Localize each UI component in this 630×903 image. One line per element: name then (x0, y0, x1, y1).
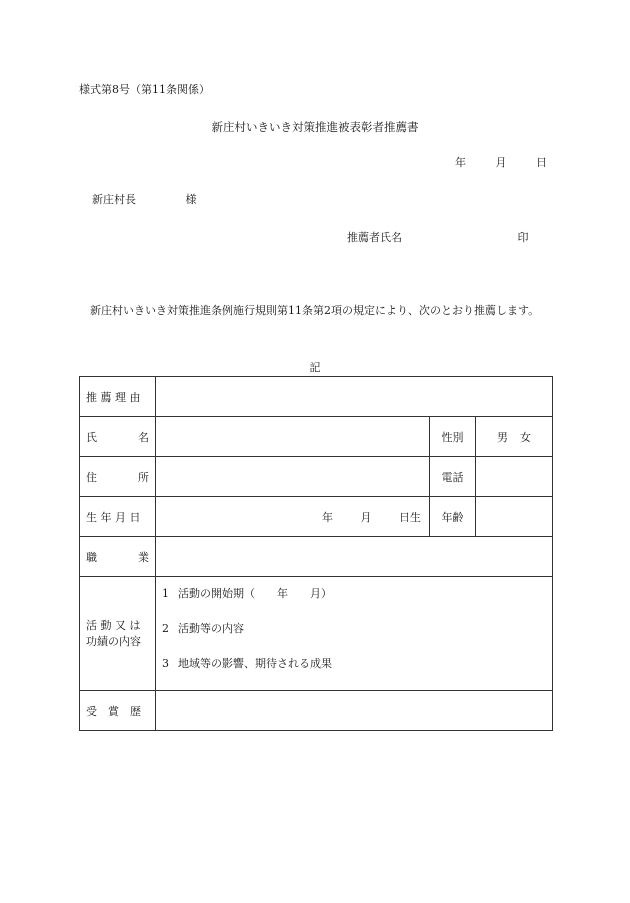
recommender-line (347, 232, 529, 243)
reason-field[interactable] (156, 377, 553, 417)
name-label-2: 名 (138, 430, 149, 444)
reason-label: 推 薦 理 由 (86, 390, 141, 404)
recommender-label: 推薦者氏名 (347, 231, 402, 244)
reason-label-cell (80, 377, 156, 417)
phone-field[interactable] (476, 457, 553, 497)
name-label-cell (80, 417, 156, 457)
activities-label-line1: 活 動 又 は (86, 618, 141, 632)
birth-day-label: 日生 (399, 510, 421, 524)
date-line (455, 157, 547, 168)
table-row-name (80, 417, 553, 457)
age-label: 年齢 (430, 497, 476, 537)
addressee (92, 194, 197, 205)
address-field[interactable] (156, 457, 430, 497)
body-text: 新庄村いきいき対策推進条例施行規則第11条第2項の規定により、次のとおり推薦します。 (90, 304, 540, 317)
female-option[interactable]: 女 (520, 430, 531, 444)
activities-label-cell (80, 577, 156, 691)
name-label-1: 氏 (86, 430, 97, 444)
table-row-activities (80, 577, 553, 691)
seal-mark: 印 (517, 231, 529, 244)
form-number: 様式第8号（第11条関係） (79, 83, 210, 96)
awards-label: 受 賞 歴 (86, 704, 141, 718)
table-row-awards (80, 691, 553, 731)
occupation-label-1: 職 (86, 550, 97, 564)
male-option[interactable]: 男 (497, 430, 508, 444)
awards-field[interactable] (156, 691, 553, 731)
date-day-label: 日 (536, 156, 547, 169)
activity-item: 1 活動の開始期（ 年 月） (162, 587, 332, 600)
phone-label: 電話 (430, 457, 476, 497)
date-month-label: 月 (495, 156, 507, 169)
activity-item: 3 地域等の影響、期待される成果 (162, 657, 332, 670)
age-field[interactable] (476, 497, 553, 537)
occupation-label-2: 業 (138, 550, 149, 564)
birth-label: 生 年 月 日 (86, 510, 141, 524)
occupation-field[interactable] (156, 537, 553, 577)
ki-heading: 記 (309, 361, 321, 374)
activities-field[interactable] (156, 577, 553, 691)
address-label-2: 所 (138, 470, 149, 484)
recommendation-table (79, 376, 553, 731)
document-title: 新庄村いきいき対策推進被表彰者推薦書 (211, 120, 419, 134)
table-row-address (80, 457, 553, 497)
table-row-reason (80, 377, 553, 417)
birth-year-label: 年 (322, 510, 333, 524)
occupation-label-cell (80, 537, 156, 577)
activity-item: 2 活動等の内容 (162, 622, 244, 635)
sex-label: 性別 (430, 417, 476, 457)
birth-month-label: 月 (360, 510, 372, 524)
activities-label-line2: 功績の内容 (86, 634, 141, 648)
date-year-label: 年 (455, 156, 466, 169)
name-field[interactable] (156, 417, 430, 457)
table-row-birthdate (80, 497, 553, 537)
address-label-cell (80, 457, 156, 497)
addressee-name: 新庄村長 (92, 193, 136, 206)
birthdate-field[interactable] (156, 497, 430, 537)
birth-label-cell (80, 497, 156, 537)
addressee-honorific: 様 (185, 193, 197, 206)
address-label-1: 住 (86, 470, 97, 484)
sex-field[interactable] (476, 417, 553, 457)
table-row-occupation (80, 537, 553, 577)
awards-label-cell (80, 691, 156, 731)
